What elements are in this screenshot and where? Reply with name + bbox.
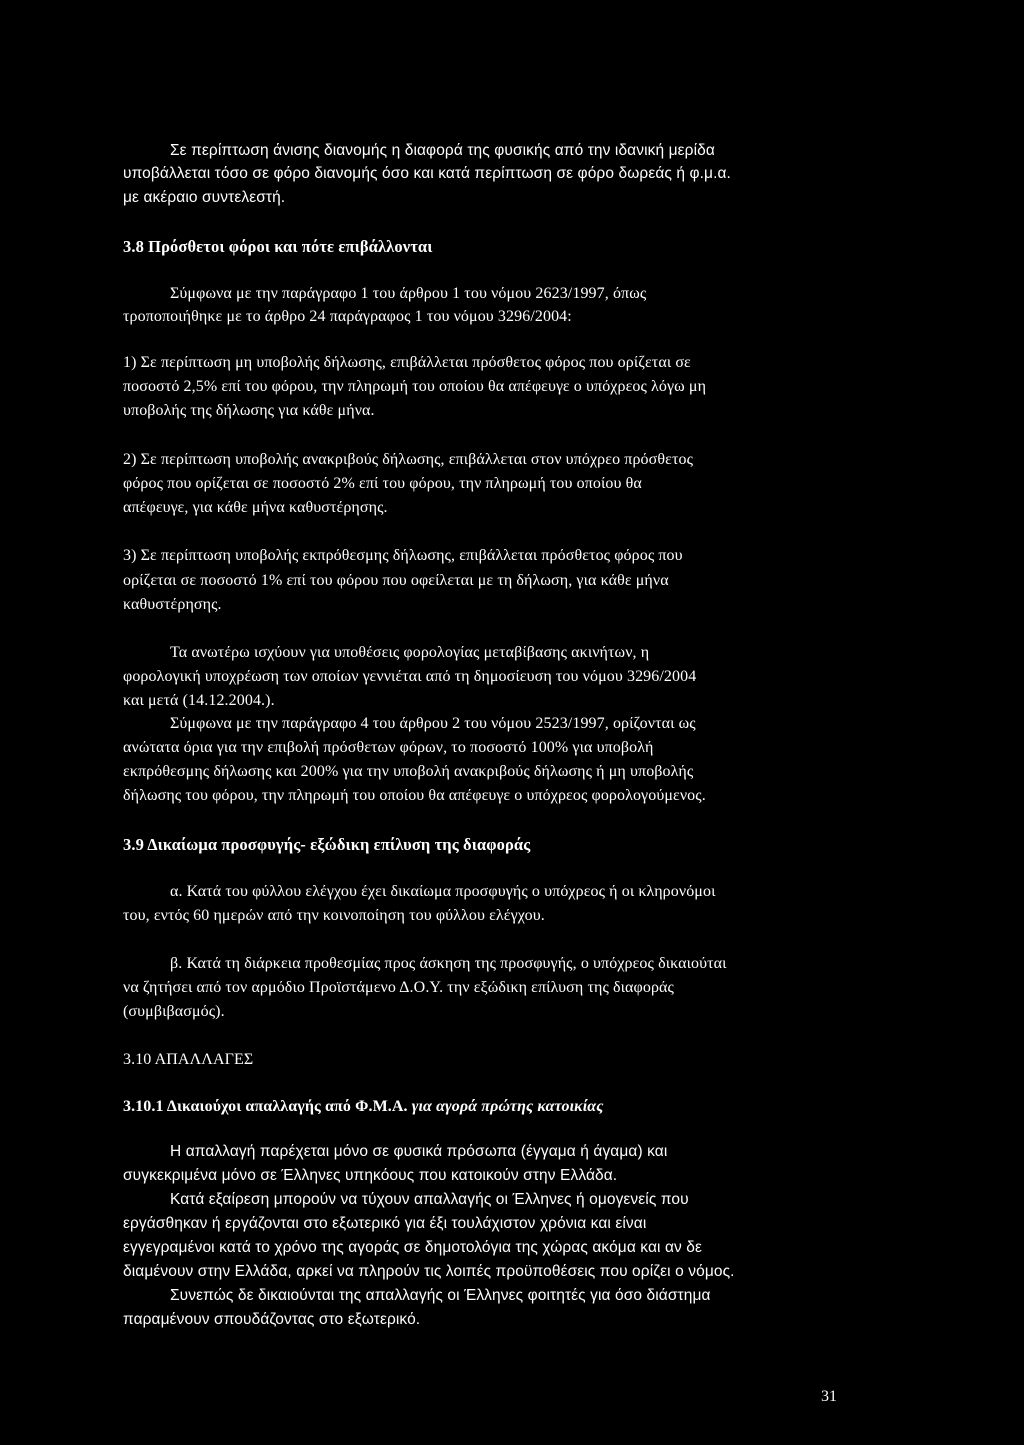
page-number: 31 xyxy=(821,1388,837,1405)
s38-item1-line-1: 1) Σε περίπτωση μη υποβολής δήλωσης, επιβάλλεται πρόσθετος φόρος που ορίζεται σε xyxy=(123,354,691,371)
s310-p2-line-2: εργάσθηκαν ή εργάζονται στο εξωτερικό για έξι τουλάχιστον χρόνια και είναι xyxy=(123,1215,647,1232)
s310-p1-line-2: συγκεκριμένα μόνο σε Έλληνες υπηκόους που κατοικούν στην Ελλάδα. xyxy=(123,1167,618,1184)
s310-p2-line-4: διαμένουν στην Ελλάδα, αρκεί να πληρούν τις λοιπές προϋποθέσεις που ορίζει ο νόμος. xyxy=(123,1263,735,1280)
s38-p3-line-1: Σύμφωνα με την παράγραφο 4 του άρθρου 2 του νόμου 2523/1997, ορίζονται ως xyxy=(170,715,696,732)
s38-item2-line-1: 2) Σε περίπτωση υποβολής ανακριβούς δήλωσης, επιβάλλεται στον υπόχρεο πρόσθετος xyxy=(123,451,694,468)
intro-line-3: με ακέραιο συντελεστή. xyxy=(123,189,286,206)
s38-p2-line-2: φορολογική υποχρέωση των οποίων γεννιέται από τη δημοσίευση του νόμου 3296/2004 xyxy=(123,668,697,685)
s38-p1-line-1: Σύμφωνα με την παράγραφο 1 του άρθρου 1 του νόμου 2623/1997, όπως xyxy=(170,285,647,302)
s39-a-line-2: του, εντός 60 ημερών από την κοινοποίηση του φύλλου ελέγχου. xyxy=(123,907,545,924)
s38-p1-line-2: τροποποιήθηκε με το άρθρο 24 παράγραφος 1 του νόμου 3296/2004: xyxy=(123,308,572,325)
section-3-10-heading: 3.10 ΑΠΑΛΛΑΓΕΣ xyxy=(123,1051,254,1068)
s38-p3-line-4: δήλωσης του φόρου, την πληρωμή του οποίου θα απέφευγε ο υπόχρεος φορολογούμενος. xyxy=(123,787,706,804)
s38-item2-line-3: απέφευγε, για κάθε μήνα καθυστέρησης. xyxy=(123,499,388,516)
s38-p3-line-3: εκπρόθεσμης δήλωσης και 200% για την υποβολή ανακριβούς δήλωσης ή μη υποβολής xyxy=(123,763,694,780)
s310-p2-line-3: εγγεγραμένοι κατά το χρόνο της αγοράς σε δημοτολόγια της χώρας ακόμα και αν δε xyxy=(123,1239,703,1256)
s310-p1-line-1: Η απαλλαγή παρέχεται μόνο σε φυσικά πρόσωπα (έγγαμα ή άγαμα) και xyxy=(170,1143,668,1160)
s39-b-line-1: β. Κατά τη διάρκεια προθεσμίας προς άσκηση της προσφυγής, ο υπόχρεος δικαιούται xyxy=(170,955,727,972)
section-3-8-heading: 3.8 Πρόσθετοι φόροι και πότε επιβάλλονται xyxy=(123,237,433,256)
s39-b-line-3: (συμβιβασμός). xyxy=(123,1003,225,1020)
s39-a-line-1: α. Κατά του φύλλου ελέγχου έχει δικαίωμα προσφυγής ο υπόχρεος ή οι κληρονόμοι xyxy=(170,883,716,900)
sub-heading-prefix: 3.10.1 Δικαιούχοι απαλλαγής από Φ.Μ.Α. xyxy=(123,1098,408,1115)
s38-item2-line-2: φόρος που ορίζεται σε ποσοστό 2% επί του φόρου, την πληρωμή του οποίου θα xyxy=(123,475,642,492)
sub-heading-suffix: για αγορά πρώτης κατοικίας xyxy=(407,1098,604,1115)
s38-item3-line-1: 3) Σε περίπτωση υποβολής εκπρόθεσμης δήλωσης, επιβάλλεται πρόσθετος φόρος που xyxy=(123,547,683,564)
s39-b-line-2: να ζητήσει από τον αρμόδιο Προϊστάμενο Δ.Ο.Υ. την εξώδικη επίλυση της διαφοράς xyxy=(123,979,674,996)
s310-p3-line-1: Συνεπώς δε δικαιούνται της απαλλαγής οι Έλληνες φοιτητές για όσο διάστημα xyxy=(170,1287,711,1304)
s310-p3-line-2: παραμένουν σπουδάζοντας στο εξωτερικό. xyxy=(123,1311,421,1328)
s38-item3-line-2: ορίζεται σε ποσοστό 1% επί του φόρου που οφείλεται με τη δήλωση, για κάθε μήνα xyxy=(123,572,669,589)
s38-p2-line-3: και μετά (14.12.2004.). xyxy=(123,692,275,709)
s38-item1-line-2: ποσοστό 2,5% επί του φόρου, την πληρωμή του οποίου θα απέφευγε ο υπόχρεος λόγω μη xyxy=(123,378,707,395)
intro-line-2: υποβάλλεται τόσο σε φόρο διανομής όσο και κατά περίπτωση σε φόρο δωρεάς ή φ.μ.α. xyxy=(123,165,731,182)
s38-item1-line-3: υποβολής της δήλωσης για κάθε μήνα. xyxy=(123,402,375,419)
s38-item3-line-3: καθυστέρησης. xyxy=(123,596,222,613)
section-3-9-heading: 3.9 Δικαίωμα προσφυγής- εξώδικη επίλυση της διαφοράς xyxy=(123,835,531,854)
s38-p3-line-2: ανώτατα όρια για την επιβολή πρόσθετων φόρων, το ποσοστό 100% για υποβολή xyxy=(123,739,654,756)
section-3-10-1-heading xyxy=(123,1097,603,1117)
intro-line-1: Σε περίπτωση άνισης διανομής η διαφορά της φυσικής από την ιδανική μερίδα xyxy=(170,142,715,159)
s38-p2-line-1: Τα ανωτέρω ισχύουν για υποθέσεις φορολογίας μεταβίβασης ακινήτων, η xyxy=(170,644,650,661)
s310-p2-line-1: Κατά εξαίρεση μπορούν να τύχουν απαλλαγής οι Έλληνες ή ομογενείς που xyxy=(170,1191,689,1208)
